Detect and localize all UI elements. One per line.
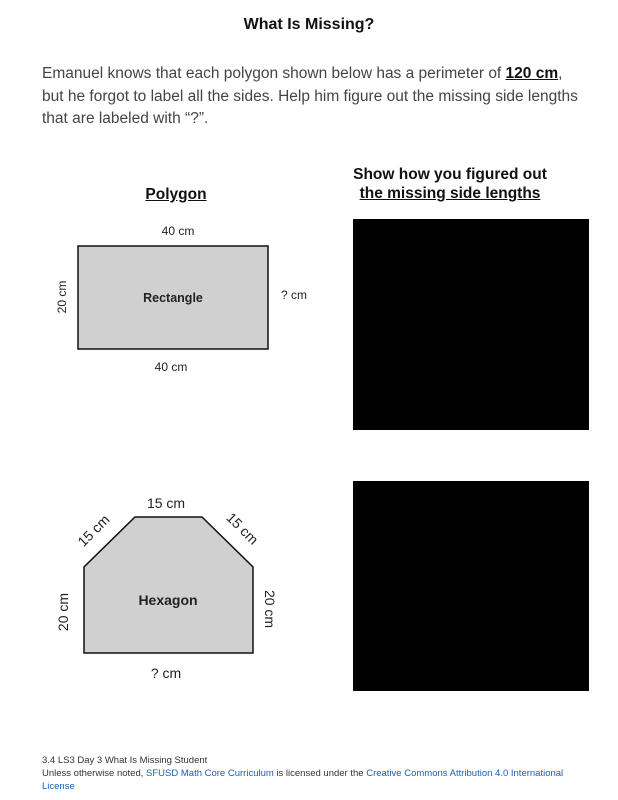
license-link[interactable]: Creative Commons Attribution 4.0 International License [42, 768, 564, 792]
rectangle-left-label: 20 cm [55, 280, 69, 314]
rectangle-bottom-label: 40 cm [154, 360, 188, 374]
rectangle-figure [40, 215, 330, 385]
polygon-column-header: Polygon [145, 186, 207, 203]
hexagon-bottom-label: ? cm [150, 665, 182, 681]
hexagon-name: Hexagon [138, 592, 198, 608]
instructions [42, 63, 587, 131]
footer-license: Unless otherwise noted, SFUSD Math Core Curriculum is licensed under the Creative Commons Attribution 4.0 International License [42, 768, 564, 792]
perimeter-value: 120 cm [505, 65, 559, 82]
hexagon-shape [84, 517, 253, 653]
rectangle-work-area[interactable] [353, 219, 589, 430]
hexagon-figure [40, 490, 330, 690]
instructions-text-start: Emanuel knows that each polygon shown below has a perimeter of [42, 65, 506, 82]
hexagon-right-label: 20 cm [262, 589, 278, 629]
hexagon-top-left-label: 15 cm [74, 511, 113, 550]
hexagon-work-area[interactable] [353, 481, 589, 691]
curriculum-link[interactable]: SFUSD Math Core Curriculum [146, 768, 274, 779]
instructions-text-end: , but he forgot to label all the sides. Help him figure out the missing side lengths that are labeled with “?”. [42, 65, 578, 127]
work-header-line1: Show how you figured out [353, 166, 547, 183]
rectangle-top-label: 40 cm [161, 224, 195, 238]
page-title: What Is Missing? [243, 16, 375, 33]
work-header-line2: the missing side lengths [359, 185, 541, 202]
hexagon-top-right-label: 15 cm [223, 509, 262, 548]
hexagon-top-label: 15 cm [146, 495, 186, 511]
hexagon-left-label: 20 cm [55, 592, 71, 632]
footer [42, 754, 582, 793]
footer-doc-name: 3.4 LS3 Day 3 What Is Missing Student [42, 755, 208, 766]
rectangle-name: Rectangle [143, 291, 203, 305]
work-column-header [330, 165, 570, 203]
rectangle-right-label: ? cm [280, 288, 308, 302]
